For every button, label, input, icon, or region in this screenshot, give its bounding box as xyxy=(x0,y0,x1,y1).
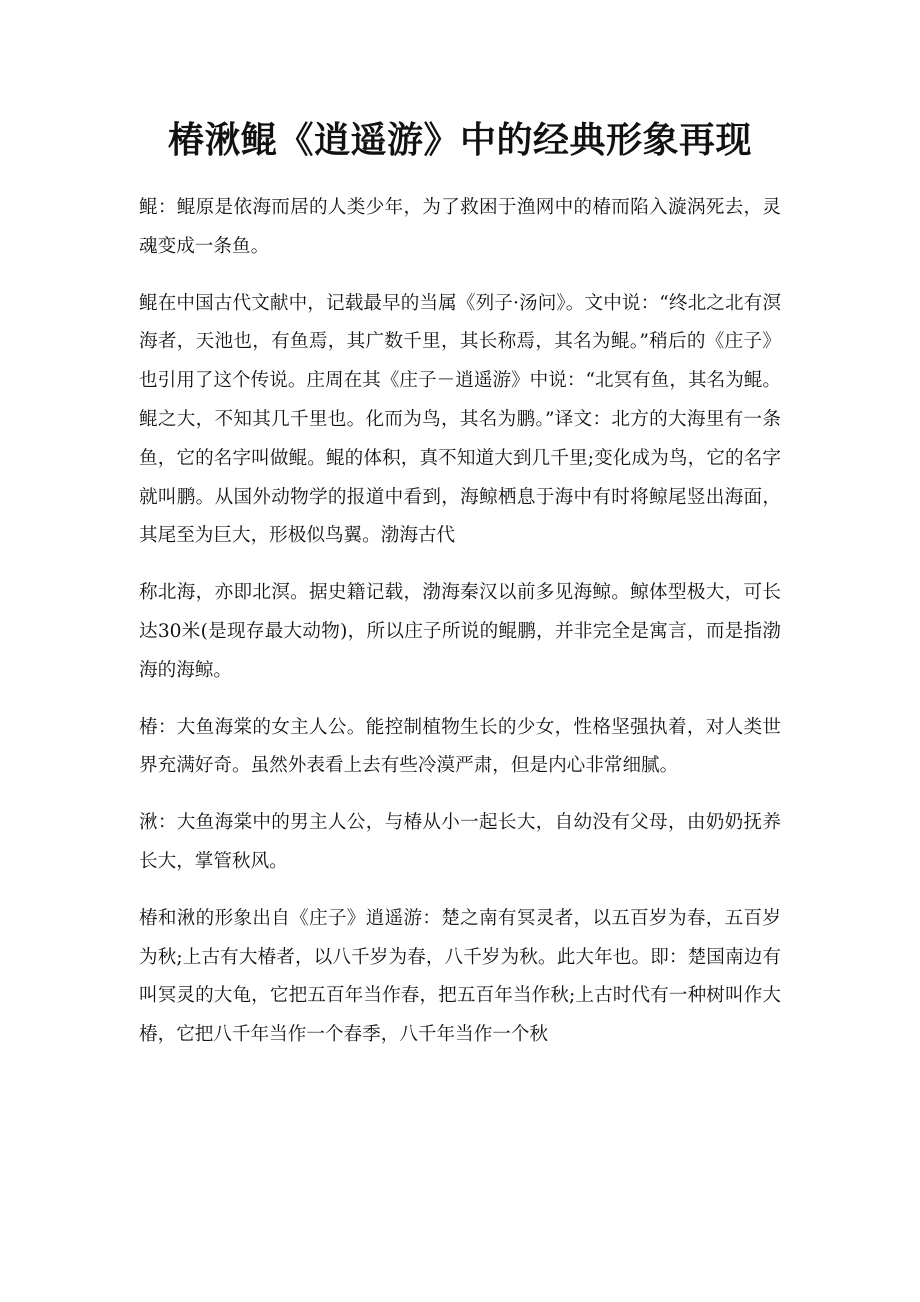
paragraph-bohai-whale: 称北海，亦即北溟。据史籍记载，渤海秦汉以前多见海鲸。鲸体型极大，可长达30米(是现存最大动物)，所以庄子所说的鲲鹏，并非完全是寓言，而是指渤海的海鲸。 xyxy=(139,582,781,681)
paragraph-chun-intro: 椿：大鱼海棠的女主人公。能控制植物生长的少女，性格坚强执着，对人类世界充满好奇。虽然外表看上去有些冷漠严肃，但是内心非常细腻。 xyxy=(139,716,781,777)
document-title: 椿湫鲲《逍遥游》中的经典形象再现 xyxy=(167,120,752,161)
document-body xyxy=(139,189,781,1055)
paragraph-qiu-intro: 湫：大鱼海棠中的男主人公，与椿从小一起长大，自幼没有父母，由奶奶抚养长大，掌管秋风。 xyxy=(139,812,781,872)
paragraph-chun-qiu-origin: 椿和湫的形象出自《庄子》逍遥游：楚之南有冥灵者，以五百岁为春，五百岁为秋;上古有大椿者，以八千岁为春，八千岁为秋。此大年也。即：楚国南边有叫冥灵的大龟，它把五百年当作春，把五百年当作秋;上古时代有一种树叫作大椿，它把八千年当作一个春季，八千年当作一个秋 xyxy=(139,907,781,1046)
paragraph-kun-literature: 鲲在中国古代文献中，记载最早的当属《列子·汤问》。文中说：“终北之北有溟海者，天池也，有鱼焉，其广数千里，其长称焉，其名为鲲。”稍后的《庄子》也引用了这个传说。庄周在其《庄子－逍遥游》中说：“北冥有鱼，其名为鲲。鲲之大，不知其几千里也。化而为鸟，其名为鹏。”译文：北方的大海里有一条鱼，它的名字叫做鲲。鲲的体积，真不知道大到几千里;变化成为鸟，它的名字就叫鹏。从国外动物学的报道中看到，海鲸栖息于海中有时将鲸尾竖出海面，其尾至为巨大，形极似鸟翼。渤海古代 xyxy=(139,292,781,547)
paragraph-kun-intro: 鲲：鲲原是依海而居的人类少年，为了救困于渔网中的椿而陷入漩涡死去，灵魂变成一条鱼。 xyxy=(139,197,781,257)
